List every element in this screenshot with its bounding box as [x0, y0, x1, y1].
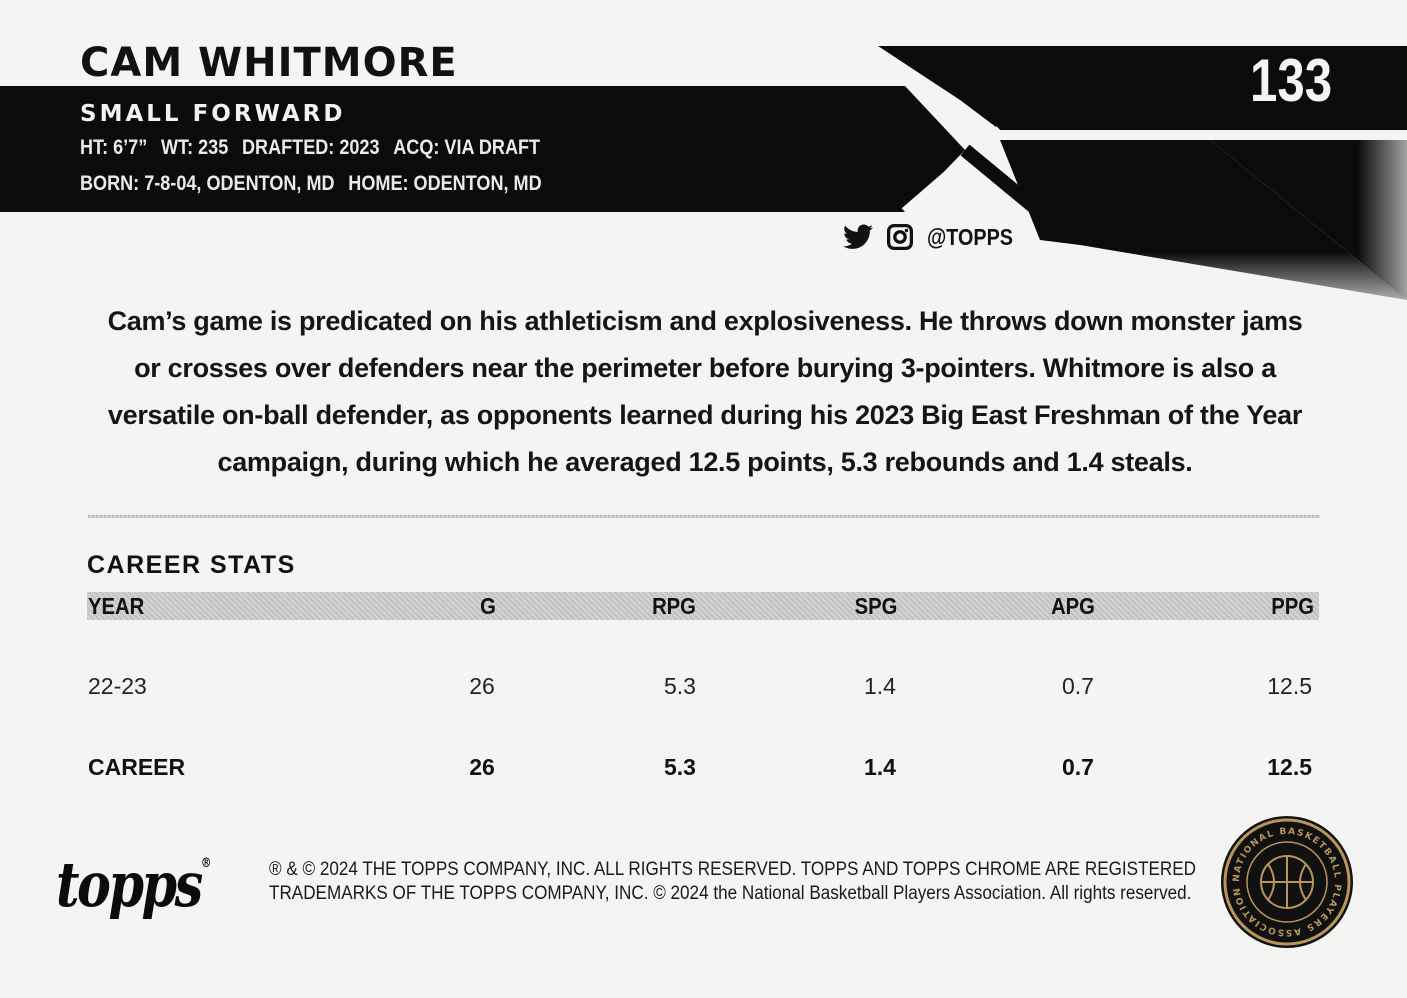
stats-header-year: YEAR: [88, 593, 145, 619]
stats-header-bar: [87, 592, 1319, 620]
legal-text: [220, 858, 1200, 906]
stats-title: CAREER STATS: [87, 551, 296, 579]
player-acquired: ACQ: VIA DRAFT: [393, 136, 541, 159]
stats-row-career-label: CAREER: [88, 754, 186, 780]
stats-row-career-ppg: 12.5: [1267, 754, 1312, 780]
stats-row-season-ppg: 12.5: [1267, 673, 1312, 699]
instagram-icon: [887, 224, 913, 250]
stats-row-season-games: 26: [469, 673, 495, 699]
section-divider: [88, 515, 1320, 518]
player-name: CAM WHITMORE: [80, 40, 458, 86]
social-handles: [843, 220, 1027, 254]
stats-row-season-rpg: 5.3: [664, 673, 696, 699]
nbpa-seal-logo: [1220, 815, 1354, 949]
stats-row-season-apg: 0.7: [1062, 673, 1094, 699]
legal-line-1: ® & © 2024 THE TOPPS COMPANY, INC. ALL RIGHTS RESERVED. TOPPS AND TOPPS CHROME ARE REGISTERED: [269, 859, 1197, 880]
stats-header-games: G: [480, 593, 496, 619]
player-weight: WT: 235: [161, 136, 229, 159]
stats-row-career-games: 26: [469, 754, 495, 780]
player-born: BORN: 7-8-04, ODENTON, MD: [80, 172, 335, 195]
player-position: SMALL FORWARD: [80, 101, 346, 127]
legal-line-2: TRADEMARKS OF THE TOPPS COMPANY, INC. © 2024 the National Basketball Players Association. All rights reserved.: [269, 883, 1192, 904]
bio-line-physical: [80, 136, 540, 160]
stats-header-apg: APG: [1051, 593, 1095, 619]
player-height: HT: 6’7”: [80, 136, 148, 159]
social-handle: @TOPPS: [927, 223, 1013, 250]
twitter-icon: [843, 224, 873, 250]
stats-row-season-spg: 1.4: [864, 673, 896, 699]
player-blurb: Cam’s game is predicated on his athleticism and explosiveness. He throws down monster jams or crosses over defenders near the perimeter before burying 3-pointers. Whitmore is also a versatile on-ball defender, as opponents learned during his 2023 Big East Freshman of the Year campaign, during which he averaged 12.5 points, 5.3 rebounds and 1.4 steals.: [107, 306, 1303, 477]
stats-row-career-rpg: 5.3: [664, 754, 696, 780]
stats-header-spg: SPG: [854, 593, 898, 619]
player-drafted: DRAFTED: 2023: [242, 136, 380, 159]
stats-row-career-apg: 0.7: [1062, 754, 1094, 780]
svg-text:NATIONAL BASKETBALL PLAYERS AS: NATIONAL BASKETBALL PLAYERS ASSOCIATION: [1231, 826, 1343, 938]
bio-line-origin: [80, 172, 542, 196]
stats-row-career-spg: 1.4: [864, 754, 896, 780]
stats-header-ppg: PPG: [1271, 593, 1314, 619]
card-number: 133: [1250, 47, 1333, 114]
player-home: HOME: ODENTON, MD: [348, 172, 542, 195]
stats-header-rpg: RPG: [652, 593, 696, 619]
stats-row-season-year: 22-23: [88, 673, 147, 699]
topps-logo: topps®: [56, 848, 212, 921]
